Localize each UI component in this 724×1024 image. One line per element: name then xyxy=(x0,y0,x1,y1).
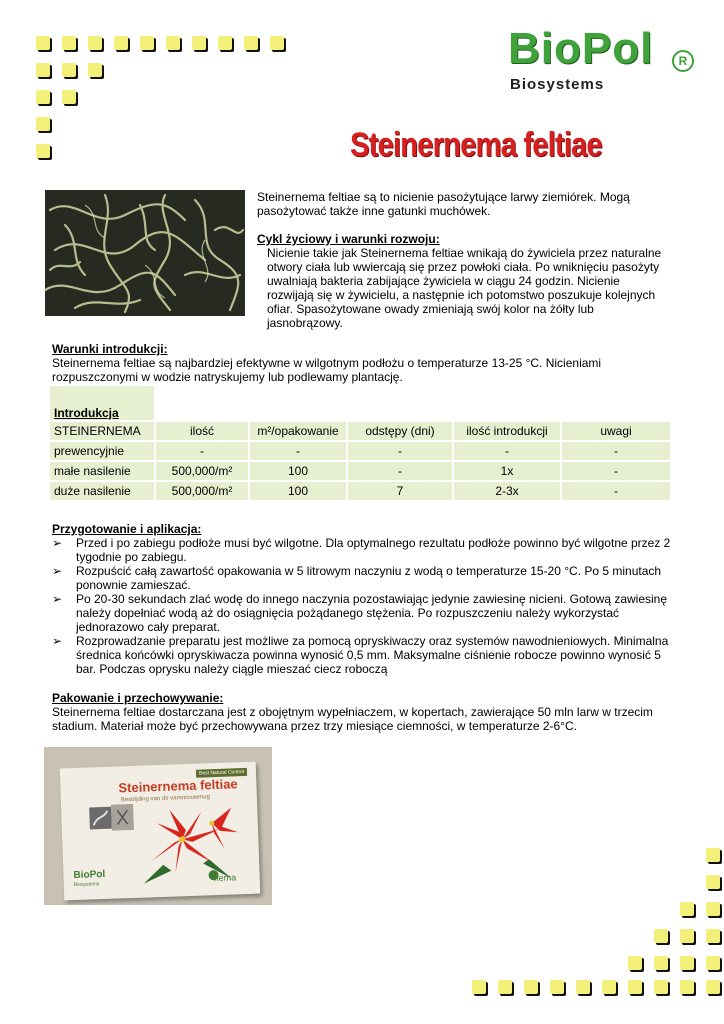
table-row xyxy=(50,462,670,480)
table-title: Introdukcja xyxy=(50,386,154,420)
table-cell: 100 xyxy=(250,462,346,480)
packaging-section xyxy=(52,691,672,733)
table-cell: prewencyjnie xyxy=(50,442,154,460)
table-header-row xyxy=(50,422,670,440)
table-cell: - xyxy=(348,442,452,460)
logo-brand: BioPol xyxy=(508,24,654,73)
nematodes-image xyxy=(45,190,245,316)
table-cell: 500,000/m² xyxy=(156,482,248,500)
preparation-heading: Przygotowanie i aplikacja: xyxy=(52,522,202,536)
registered-mark: R xyxy=(672,50,694,72)
table-header-cell: ilość introdukcji xyxy=(454,422,560,440)
product-box xyxy=(60,762,260,901)
conditions-section xyxy=(52,342,672,384)
table-cell: - xyxy=(348,462,452,480)
lifecycle-heading: Cykl życiowy i warunki rozwoju: xyxy=(257,232,440,246)
table-cell: małe nasilenie xyxy=(50,462,154,480)
lifecycle-text: Nicienie takie jak Steinernema feltiae wnikają do żywiciela przez naturalne otwory ciała lub wwiercają się przez powłoki ciała. Po wniknięciu pasożyty uwalniają bakteria zabijające żywiciela w ciągu 24 godzin. Nicienie rozwijają się w żywicielu, a następnie ich potomstwo poszukuje kolejnych ofiar. Spasożytowane owady zmieniają swój kolor na żółty lub jasnobrązowy. xyxy=(267,246,662,330)
conditions-text: Steinernema feltiae są najbardziej efektywne w wilgotnym podłożu o temperaturze 13-25 °C. Nicieniami rozpuszczonymi w wodzie natryskujemy lub podlewamy plantację. xyxy=(52,356,602,384)
list-item-text: Po 20-30 sekundach zlać wodę do innego naczynia pozostawiając jedynie zawiesinę nicieni. Gotową zawiesinę należy dopełniać wodą aż do osiągnięcia pożądanego stężenia. Po rozpuszczeniu należy wykorzystać jednorazowo cały preparat. xyxy=(76,592,668,634)
table-header-cell: uwagi xyxy=(562,422,670,440)
table-cell: - xyxy=(156,442,248,460)
preparation-section xyxy=(52,522,672,676)
list-item-text: Rozpuścić całą zawartość opakowania w 5 litrowym naczyniu z wodą o temperaturze 15-20 °C. Po 5 minutach ponownie zamieszać. xyxy=(76,564,662,592)
table-cell: - xyxy=(562,442,670,460)
box-title: Steinernema feltiae xyxy=(118,776,238,796)
intro-section xyxy=(257,190,667,330)
list-item xyxy=(52,592,672,634)
preparation-list xyxy=(52,536,672,676)
conditions-heading: Warunki introdukcji: xyxy=(52,342,168,356)
logo-subtitle: Biosystems xyxy=(510,76,605,93)
biopol-logo xyxy=(508,24,698,100)
box-brand-sub: Biosystems xyxy=(73,881,100,889)
table-cell: 100 xyxy=(250,482,346,500)
packaging-text: Steinernema feltiae dostarczana jest z obojętnym wypełniaczem, w kopertach, zawierające 50 mln larw w trzecim stadium. Materiał może być przechowywana przez trzy miesiące ciemności, w temperaturze 2-6°C. xyxy=(52,705,653,733)
list-item xyxy=(52,536,672,564)
table-cell: - xyxy=(250,442,346,460)
arrow-bullet-icon: ➢ xyxy=(52,564,63,578)
table-row xyxy=(50,442,670,460)
list-item xyxy=(52,564,672,592)
table-cell: 7 xyxy=(348,482,452,500)
arrow-bullet-icon: ➢ xyxy=(52,592,63,606)
arrow-bullet-icon: ➢ xyxy=(52,634,63,648)
table-cell: 500,000/m² xyxy=(156,462,248,480)
table-cell: duże nasilenie xyxy=(50,482,154,500)
intro-text: Steinernema feltiae są to nicienie pasożytujące larwy ziemiórek. Mogą pasożytować także inne gatunki muchówek. xyxy=(257,190,630,218)
table-cell: - xyxy=(454,442,560,460)
product-photo xyxy=(44,747,272,905)
nematode-photo xyxy=(45,190,245,316)
box-subtitle: Bestrijding van de varenrouwmug xyxy=(120,794,211,804)
introduction-table xyxy=(48,384,672,502)
list-item xyxy=(52,634,672,676)
table-header-cell: STEINERNEMA xyxy=(50,422,154,440)
box-label: Best Natural Control xyxy=(196,768,247,778)
table-cell: - xyxy=(562,482,670,500)
list-item-text: Przed i po zabiegu podłoże musi być wilgotne. Dla optymalnego rezultatu podłoże powinno być wilgotne przez 2 tygodnie po zabiegu. xyxy=(76,536,671,564)
arrow-bullet-icon: ➢ xyxy=(52,536,63,550)
table-header-cell: m²/opakowanie xyxy=(250,422,346,440)
table-header-cell: odstępy (dni) xyxy=(348,422,452,440)
list-item-text: Rozprowadzanie preparatu jest możliwe za pomocą opryskiwaczy oraz systemów nawodnieniowych. Minimalna średnica końcówki opryskiwacza powinna wynosić 0,5 mm. Maksymalne ciśnienie robocze powinno wynosić 5 bar. Podczas oprysku należy ciągle mieszać ciecz roboczą xyxy=(76,634,669,676)
page-title: Steinernema feltiae xyxy=(350,126,602,164)
table-cell: 1x xyxy=(454,462,560,480)
packaging-heading: Pakowanie i przechowywanie: xyxy=(52,691,224,705)
table-cell: 2-3x xyxy=(454,482,560,500)
table-header-cell: ilość xyxy=(156,422,248,440)
table-row xyxy=(50,482,670,500)
table-cell: - xyxy=(562,462,670,480)
box-partner: nema xyxy=(213,872,237,884)
box-brand: BioPol xyxy=(73,868,106,882)
